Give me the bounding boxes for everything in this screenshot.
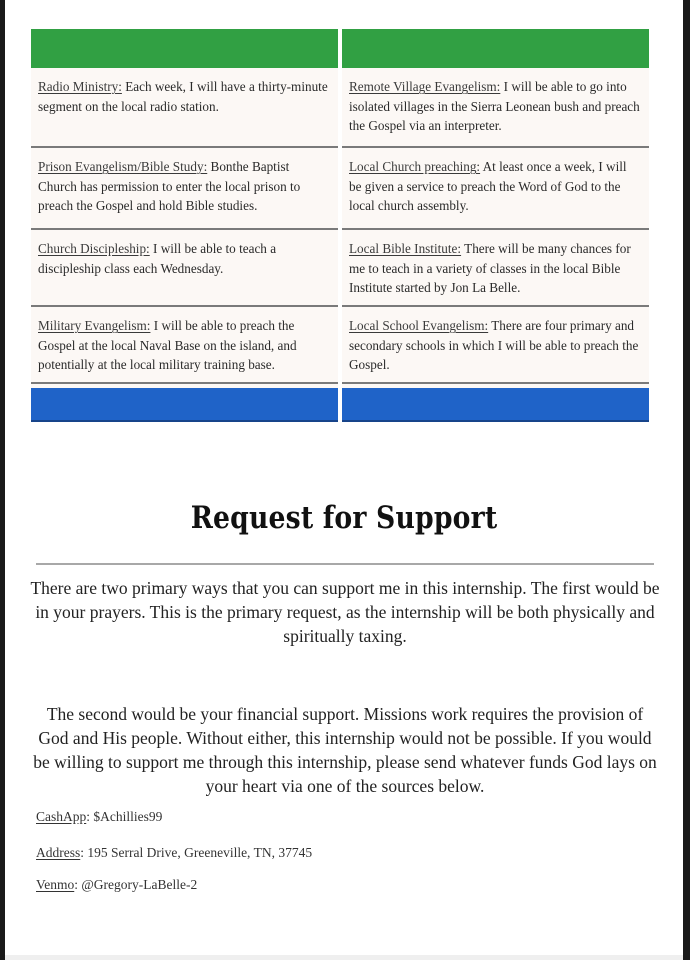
cell-text: I will be able to preach the Gospel at the local Naval Base on the island, and potentially at the local military training base.: [38, 318, 297, 372]
ministry-column-left: [31, 29, 338, 422]
prayer-paragraph: There are two primary ways that you can support me in this internship. The first would be in your prayers. This is the primary request, as the internship will be both physically and spiritually taxing.: [30, 578, 660, 646]
title-divider: [36, 563, 654, 565]
contact-value: : @Gregory-LaBelle-2: [74, 877, 198, 892]
table-cell: [342, 307, 649, 384]
cell-title: Remote Village Evangelism:: [349, 79, 501, 94]
page-bottom-edge: [5, 955, 683, 960]
section-title: Request for Support: [190, 500, 498, 536]
table-header-green: [342, 29, 649, 68]
cell-text: There are four primary and secondary schools in which I will be able to preach the Gospel.: [349, 318, 639, 372]
contact-venmo: [36, 877, 197, 893]
table-cell: [31, 68, 338, 148]
table-cell: [342, 230, 649, 307]
cell-title: Local School Evangelism:: [349, 318, 489, 333]
table-cell: [342, 148, 649, 230]
cell-title: Military Evangelism:: [38, 318, 151, 333]
contact-value: : 195 Serral Drive, Greeneville, TN, 37745: [80, 845, 313, 860]
ministry-column-right: [342, 29, 649, 422]
contact-address: [36, 845, 312, 861]
table-header-green: [31, 29, 338, 68]
cell-text: Bonthe Baptist Church has permission to enter the local prison to preach the Gospel and hold Bible studies.: [38, 159, 301, 213]
cell-title: Local Bible Institute:: [349, 241, 462, 256]
cell-title: Church Discipleship:: [38, 241, 150, 256]
cell-text: There will be many chances for me to teach in a variety of classes in the local Bible Institute started by Jon La Belle.: [349, 241, 631, 295]
table-cell: [342, 68, 649, 148]
contact-label: Address: [36, 845, 81, 860]
cell-text: I will be able to go into isolated villages in the Sierra Leonean bush and preach the Gospel via an interpreter.: [349, 79, 640, 133]
cell-title: Radio Ministry:: [38, 79, 122, 94]
table-footer-blue: [31, 388, 338, 422]
contact-value: : $Achillies99: [86, 809, 163, 824]
contact-label: CashApp: [36, 809, 87, 824]
cell-title: Local Church preaching:: [349, 159, 481, 174]
table-footer-blue: [342, 388, 649, 422]
table-cell: [31, 148, 338, 230]
cell-title: Prison Evangelism/Bible Study:: [38, 159, 208, 174]
contact-cashapp: [36, 809, 162, 825]
table-cell: [31, 230, 338, 307]
cell-text: I will be able to teach a discipleship class each Wednesday.: [38, 241, 277, 276]
financial-paragraph: The second would be your financial support. Missions work requires the provision of God and His people. Without either, this internship would not be possible. If you would be willing to support me through this internship, please send whatever funds God lays on your heart via one of the sources below.: [33, 704, 657, 796]
cell-text: At least once a week, I will be given a service to preach the Word of God to the local church assembly.: [349, 159, 627, 213]
table-cell: [31, 307, 338, 384]
contact-label: Venmo: [36, 877, 75, 892]
cell-text: Each week, I will have a thirty-minute segment on the local radio station.: [38, 79, 328, 114]
